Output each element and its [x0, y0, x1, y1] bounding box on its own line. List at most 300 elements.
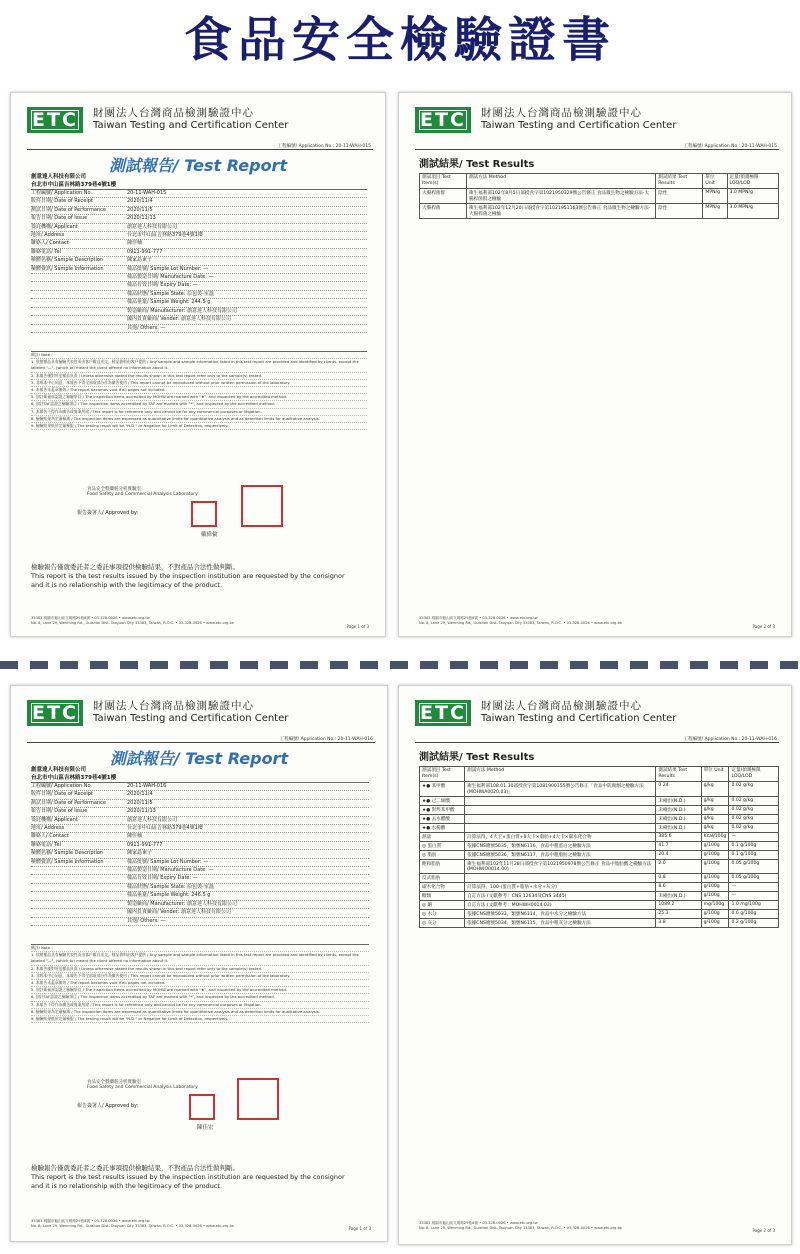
footer — [419, 1221, 775, 1231]
org-name-en: Taiwan Testing and Certification Center — [93, 120, 289, 131]
note-item: 2. 本報告僅對所送樣品負責 / Unless otherwise stated the results shown in this test report refer only to the sample(s) tested. — [31, 373, 367, 380]
info-label: 測試日期/ Date of Performance — [31, 799, 106, 806]
info-label: 檢體資訊/ Sample Information — [31, 265, 104, 272]
table-row — [420, 883, 779, 892]
footer — [31, 616, 369, 626]
cell-item: ★● 去水醋酸 — [420, 815, 465, 824]
info-value: 陳佳楠 — [127, 240, 143, 247]
cell-loq: — — [729, 892, 779, 901]
note-item: 1. 依照樣品具有檢驗代表性而由客戶親自送交，樣品資料由客戶提供 / Any sample and sample information listed in this test report are provided and identified by clients, except the labeled "—", (which to) meant the client offered no information about it. — [31, 952, 369, 965]
cell-loq: 0.02 g/kg — [729, 824, 779, 833]
divider — [27, 149, 373, 150]
test-report-1-page-2 — [398, 92, 792, 637]
info-value: 2020/11/13 — [127, 215, 156, 222]
org-name-zh: 財團法人台灣商品檢測驗證中心 — [481, 700, 642, 712]
cell-result: 未檢出(N.D.) — [656, 824, 701, 833]
info-row — [31, 198, 367, 206]
cell-unit: MPN/g — [703, 189, 727, 204]
table-row — [420, 782, 779, 797]
info-label: 報告日期/ Date of Issue — [31, 215, 88, 222]
note-label: 備註/ Note : — [31, 352, 367, 359]
table-row — [420, 860, 779, 874]
info-value: 台北市中山區吉林路379巷4號1樓 — [127, 232, 203, 239]
cell-result: 未檢出(N.D.) — [656, 892, 701, 901]
info-label — [31, 909, 127, 916]
cell-unit: g/100g — [701, 892, 729, 901]
page-title: 食品安全檢驗證書 — [183, 12, 616, 68]
cell-method: 衛生福利部102年12月20日部授食字第1021951163號公告修正 食品微生物之檢驗方法-大腸桿菌之檢驗 — [466, 204, 655, 219]
column-header: 測試結果 Test Results — [656, 174, 703, 189]
disclaimer-zh: 檢驗報告僅就委託者之委託事項提供檢驗結果，不對產品合法性做判斷。 — [31, 563, 239, 571]
cell-method: 依據CNS總號5035，類號N6116，食品中粗蛋白之檢驗方法 — [465, 842, 656, 851]
cell-result: 未檢出(N.D.) — [656, 806, 701, 815]
cell-method — [465, 806, 656, 815]
cell-loq: 0.1 g/100g — [729, 851, 779, 860]
lab-name-zh: 食品安全暨藥粧分析實驗室 — [87, 487, 141, 492]
note-item: 8. 檢驗結果為定量檢測 / The inspection items are expressed as quantitative limits for quantitative analysis and as detection limits for qualitative analysis. — [31, 1009, 369, 1016]
info-row — [31, 901, 369, 909]
test-report-1-page-1 — [10, 92, 386, 637]
application-number: 工程編號/ Application No.: 20-11-WAH-016 — [683, 737, 777, 742]
cell-loq: 0.6 g/100g — [729, 910, 779, 919]
info-value: 樣品製造日期/ Manufacture Date: — — [127, 867, 214, 874]
cell-unit: g/100g — [701, 883, 729, 892]
cell-loq: 0.05 g/100g — [729, 874, 779, 883]
cell-unit: MPN/g — [703, 204, 727, 219]
notes — [31, 944, 369, 1023]
table-row — [420, 842, 779, 851]
info-value: 樣品有效日期/ Expiry Date: — — [127, 282, 198, 289]
note-item: 4. 本報告未蓋章無效 / The report becomes void if all pages not included. — [31, 387, 367, 394]
info-label: 聯絡人/ Contact — [31, 833, 69, 840]
table-row — [420, 824, 779, 833]
cell-result: 陰性 — [656, 189, 703, 204]
red-seal-small — [191, 501, 217, 527]
org-name-zh: 財團法人台灣商品檢測驗證中心 — [93, 700, 254, 712]
note-item: 4. 本報告未蓋章無效 / The report becomes void if all pages not included. — [31, 980, 369, 987]
red-seal-small — [189, 1094, 215, 1120]
info-value: 2020/11/4 — [127, 198, 153, 205]
application-number: 工程編號/ Application No.: 20-11-WAH-015 — [277, 144, 371, 149]
company-block — [31, 173, 116, 189]
etc-logo: ETC — [415, 700, 471, 726]
cell-item: ★● 水楊酸 — [420, 824, 465, 833]
info-label: 檢體資訊/ Sample Information — [31, 858, 104, 865]
cell-unit: g/kg — [701, 782, 729, 797]
info-label: 委託機構/ Applicant — [31, 223, 78, 230]
info-row — [31, 316, 367, 324]
company-block — [31, 766, 116, 782]
cell-item: ◎ 脂肪 — [420, 851, 465, 860]
cell-item: ◎ 蛋白質 — [420, 842, 465, 851]
cell-loq: 0.2 g/100g — [729, 919, 779, 928]
info-value: 2020/11/4 — [127, 791, 153, 798]
cell-result: 25.3 — [656, 910, 701, 919]
disclaimer-en-1: This report is the test results issued by the inspection institution are requested by the consignor — [31, 572, 345, 580]
info-label: 工程編號/ Application No. — [31, 190, 93, 196]
org-name-zh: 財團法人台灣商品檢測驗證中心 — [481, 107, 642, 119]
cell-loq: 0.02 g/kg — [729, 806, 779, 815]
cell-method — [465, 815, 656, 824]
info-label — [31, 282, 127, 289]
cell-method: 自訂方法 (文獻參考：MOHWH0014.03) — [465, 901, 656, 910]
cell-method: 計算法得，4大卡×蛋白質+9大卡×脂肪+4大卡×碳水化合物 — [465, 833, 656, 842]
cell-method: 計算法得，100-(蛋白質+脂肪+水分+灰分) — [465, 883, 656, 892]
info-value: 創意達人科技有限公司 — [127, 223, 178, 230]
results-table — [419, 766, 779, 928]
info-value: 陳家島東子 — [127, 850, 153, 857]
cell-result: 未檢出(N.D.) — [656, 815, 701, 824]
info-value: 20-11-WAH-015 — [127, 190, 167, 196]
info-row — [31, 859, 369, 867]
application-number: 工程編號/ Application No.: 20-11-WAH-015 — [683, 144, 777, 149]
cell-result: 未檢出(N.D.) — [656, 797, 701, 806]
divider — [415, 742, 779, 743]
note-item: 8. 檢驗結果為定量檢測 / The inspection items are expressed as quantitative limits for quantitative analysis and as detection limits for qualitative analysis. — [31, 416, 367, 423]
org-name-zh: 財團法人台灣商品檢測驗證中心 — [93, 107, 254, 119]
cell-item: ★● 對羥苯甲酸 — [420, 806, 465, 815]
test-report-2-page-1 — [10, 685, 388, 1242]
report-header — [27, 105, 375, 139]
info-label — [31, 291, 127, 298]
results-table — [419, 173, 779, 219]
approved-by: 報告簽署人/ Approved by: — [77, 510, 139, 516]
cell-item: ◎ 鈉 — [420, 901, 465, 910]
note-item: 9. 檢驗結果低於定量極限 / The testing result will be "N.D." or Negative for Limit of Detection, respectively. — [31, 1016, 369, 1023]
column-header: 測試方法 Method — [466, 174, 655, 189]
info-label: 檢體名稱/ Sample Description — [31, 257, 104, 264]
info-value: 其他/ Others: — — [127, 324, 166, 331]
info-label — [31, 918, 127, 925]
cell-unit: g/100g — [701, 860, 729, 874]
cell-unit: mg/100g — [701, 901, 729, 910]
cell-item: ◎ 水分 — [420, 910, 465, 919]
note-item: 3. 非經本中心同意，本報告不得全部或部分作為廣告使用 / This report cannot be reproduced without prior written permission of the laboratory. — [31, 973, 369, 980]
info-value: 樣品狀態/ Sample State: 原包裝-室溫 — [127, 290, 214, 297]
table-row — [420, 851, 779, 860]
table-row — [420, 815, 779, 824]
info-value: 製造廠商/ Manufacturer: 創意達人科技有限公司 — [127, 900, 237, 907]
info-row — [31, 875, 369, 883]
info-row — [31, 808, 369, 816]
info-row — [31, 215, 367, 223]
info-row — [31, 308, 367, 316]
info-value: 製造廠商/ Manufacturer: 創意達人科技有限公司 — [127, 307, 237, 314]
note-item: 7. 本報告不得作為廣告或商業用途 / This report is for reference only and cannot be for any commercial purposes or litigation. — [31, 1002, 369, 1009]
info-row — [31, 224, 367, 232]
signer-name: 戴偉倫 — [201, 532, 218, 538]
note-item: 1. 依照樣品具有檢驗代表性而由客戶親自送交，樣品資料由客戶提供 / Any sample and sample information listed in this test report are provided and identified by clients, except the labeled "—", (which to) meant the client offered no information about it. — [31, 359, 367, 372]
report-info-table — [31, 189, 367, 333]
info-row — [31, 240, 367, 248]
table-row — [420, 874, 779, 883]
table-row — [420, 892, 779, 901]
info-row — [31, 892, 369, 900]
test-report-2-page-2 — [398, 685, 792, 1245]
column-header: 定量/偵測極限 LOQ/LOD — [729, 767, 779, 782]
footer-address-zh: 33383 桃園市龜山區文明路29巷8號 • 03-328-0026 • www.etc.org.tw — [419, 616, 538, 620]
column-header: 測試項目 Test Item(s) — [420, 767, 465, 782]
table-row — [420, 901, 779, 910]
cell-method: 衛生福利部108.01.30部授食字第1081900155號公告修正「食品中防腐劑之檢驗方法(MOHWA0020.03)」 — [465, 782, 656, 797]
info-label: 檢體名稱/ Sample Description — [31, 850, 104, 857]
info-label — [31, 299, 127, 306]
cell-loq: 1.0 mg/100g — [729, 901, 779, 910]
table-header-row — [420, 174, 779, 189]
etc-logo: ETC — [27, 107, 83, 133]
table-row — [420, 189, 779, 204]
info-row — [31, 299, 367, 307]
info-value: 樣品重量/ Sample Weight: 244.5 g — [127, 299, 211, 306]
footer-address-zh: 33383 桃園市龜山區文明路29巷8號 • 03-328-0026 • www.etc.org.tw — [31, 1219, 150, 1223]
info-row — [31, 867, 369, 875]
info-value: 0911-991-777 — [127, 841, 163, 848]
info-row — [31, 282, 367, 290]
info-label: 聯絡人/ Contact — [31, 240, 69, 247]
page-number: Page 1 of 3 — [346, 624, 369, 629]
info-value: 2020/11/5 — [127, 799, 153, 806]
cell-result: 41.7 — [656, 842, 701, 851]
signer-name: 陳佳宏 — [197, 1125, 214, 1131]
footer-address-en: No. 8, Lane 29, Wenming Rd., Guishan Dist. Taoyuan City 33383, Taiwan, R.O.C. • 03-328-0026 • www.etc.org.tw — [419, 1226, 622, 1230]
info-row — [31, 909, 369, 917]
footer — [31, 1219, 371, 1229]
info-label: 收件日期/ Date of Receipt — [31, 198, 93, 205]
cell-result: 8.6 — [656, 883, 701, 892]
info-label — [31, 325, 127, 332]
note-item: 2. 本報告僅對所送樣品負責 / Unless otherwise stated the results shown in this test report refer only to the sample(s) tested. — [31, 966, 369, 973]
info-value: 0911-991-777 — [127, 248, 163, 255]
disclaimer-en-2: and it is no relationship with the legitimacy of the product. — [31, 1182, 223, 1190]
column-header: 單位 Unit — [701, 767, 729, 782]
divider — [27, 742, 375, 743]
footer — [419, 616, 775, 626]
note-item: 5. 加註衛福部認證之檢驗項目 / The inspection items accredited by MOHW are marked with "★", and inspected by the accredited method. — [31, 987, 369, 994]
company-name: 創意達人科技有限公司 — [31, 767, 87, 773]
cell-result: 2.0 — [656, 860, 701, 874]
column-header: 測試結果 Test Results — [656, 767, 701, 782]
info-row — [31, 249, 367, 257]
org-name-en: Taiwan Testing and Certification Center — [481, 713, 677, 724]
divider — [415, 149, 779, 150]
info-label — [31, 316, 127, 323]
cell-unit: g/100g — [701, 910, 729, 919]
info-row — [31, 257, 367, 265]
note-item: 3. 非經本中心同意，本報告不得全部或部分作為廣告使用 / This report cannot be reproduced without prior written permission of the laboratory. — [31, 380, 367, 387]
table-row — [420, 204, 779, 219]
approved-by: 報告簽署人/ Approved by: — [77, 1103, 139, 1109]
cell-loq: 0.02 g/kg — [729, 797, 779, 806]
info-value: 其他/ Others: — — [127, 917, 166, 924]
info-label — [31, 308, 127, 315]
info-label — [31, 892, 127, 899]
cell-unit: Kcal/100g — [701, 833, 729, 842]
cell-unit: g/kg — [701, 824, 729, 833]
cell-loq: 0.02 g/kg — [729, 782, 779, 797]
info-value: 樣品重量/ Sample Weight: 246.5 g — [127, 892, 211, 899]
disclaimer-zh: 檢驗報告僅就委託者之委託事項提供檢驗結果，不對產品合法性做判斷。 — [31, 1164, 239, 1172]
info-row — [31, 817, 369, 825]
notes — [31, 351, 367, 430]
info-value: 樣品製造日期/ Manufacture Date: — — [127, 274, 214, 281]
footer-address-zh: 33383 桃園市龜山區文明路29巷8號 • 03-328-0026 • www.etc.org.tw — [31, 616, 150, 620]
info-row — [31, 325, 367, 333]
footer-address-zh: 33383 桃園市龜山區文明路29巷8號 • 03-328-0026 • www.etc.org.tw — [419, 1221, 538, 1225]
info-value: 2020/11/5 — [127, 206, 153, 213]
cell-method: 自訂方法 (文獻參考：CNS 12634及CNS 3445) — [465, 892, 656, 901]
info-value: 樣品狀態/ Sample State: 原包裝-室溫 — [127, 883, 214, 890]
application-number: 工程編號/ Application No.: 20-11-WAH-016 — [279, 737, 373, 742]
footer-address-en: No. 8, Lane 29, Wenming Rd., Guishan Dist. Taoyuan City 33383, Taiwan, R.O.C. • 03-328-0026 • www.etc.org.tw — [31, 1224, 234, 1228]
cell-item: ★● 己二烯酸 — [420, 797, 465, 806]
note-label: 備註/ Note : — [31, 945, 369, 952]
info-label — [31, 875, 127, 882]
info-row — [31, 842, 369, 850]
company-address: 台北市中山區吉林路379巷4號1樓 — [31, 182, 117, 188]
info-label: 聯絡電話/ Tel — [31, 248, 61, 255]
cell-result: 0.24 — [656, 782, 701, 797]
footer-address-en: No. 8, Lane 29, Wenming Rd., Guishan Dist. Taoyuan City 33383, Taiwan, R.O.C. • 03-328-0026 • www.etc.org.tw — [31, 621, 234, 625]
disclaimer — [31, 563, 369, 590]
disclaimer-en-2: and it is no relationship with the legitimacy of the product. — [31, 581, 223, 589]
info-label — [31, 274, 127, 281]
cell-unit: g/kg — [701, 806, 729, 815]
lab-name-en: Food Safety and Commercial Analysis Laboratory — [87, 492, 198, 497]
info-row — [31, 825, 369, 833]
cell-method: 衛生福利部102年8月5日部授食字第1021950329號公告修正 食品微生物之檢驗方法-大腸桿菌群之檢驗 — [466, 189, 655, 204]
lab-name-en: Food Safety and Commercial Analysis Laboratory — [87, 1085, 198, 1090]
info-label: 聯絡電話/ Tel — [31, 841, 61, 848]
cell-item: 大腸桿菌 — [420, 204, 467, 219]
report-title: 測試報告/ Test Report — [108, 156, 288, 175]
info-value: 樣品批號/ Sample Lot Number: — — [127, 858, 209, 865]
lab-name-zh: 食品安全暨藥粧分析實驗室 — [87, 1080, 141, 1085]
column-header: 定量/偵測極限 LOQ/LOD — [727, 174, 778, 189]
lab-name — [87, 486, 198, 497]
section-divider — [0, 661, 800, 669]
info-row — [31, 800, 369, 808]
cell-method: 依據CNS總號5033，類號N6114，食品中水分之檢驗方法 — [465, 910, 656, 919]
red-seal-large — [241, 485, 283, 527]
cell-loq: 3.0 MPN/g — [727, 204, 778, 219]
cell-item: ★● 苯甲酸 — [420, 782, 465, 797]
info-label — [31, 867, 127, 874]
info-row — [31, 791, 369, 799]
results-title: 測試結果/ Test Results — [419, 159, 535, 170]
lab-name — [87, 1079, 198, 1090]
cell-unit: g/100g — [701, 874, 729, 883]
cell-result: 385.6 — [656, 833, 701, 842]
cell-loq: — — [729, 883, 779, 892]
table-row — [420, 919, 779, 928]
etc-logo: ETC — [415, 107, 471, 133]
cell-method — [465, 824, 656, 833]
org-name-en: Taiwan Testing and Certification Center — [93, 713, 289, 724]
red-seal-large — [237, 1078, 279, 1120]
org-name-en: Taiwan Testing and Certification Center — [481, 120, 677, 131]
info-row — [31, 918, 369, 926]
info-label: 地址/ Address — [31, 232, 65, 239]
info-label: 委託機構/ Applicant — [31, 816, 78, 823]
cell-result: 陰性 — [656, 204, 703, 219]
report-header — [27, 698, 377, 732]
column-header: 單位 Unit — [703, 174, 727, 189]
column-header: 測試方法 Method — [465, 767, 656, 782]
company-address: 台北市中山區吉林路379巷4號1樓 — [31, 775, 117, 781]
info-row — [31, 274, 367, 282]
cell-result: 3.8 — [656, 919, 701, 928]
cell-method: 依據CNS總號5036，類號N6117，食品中粗脂肪之檢驗方法 — [465, 851, 656, 860]
cell-method — [465, 797, 656, 806]
note-item: 7. 本報告不得作為廣告或商業用途 / This report is for reference only and cannot be for any commercial purposes or litigation. — [31, 409, 367, 416]
note-item: 6. 加註TAF認證之檢驗項目 / The inspection items accredited by TAF are marked with "*", and inspected by the accredited method. — [31, 401, 367, 408]
cell-unit: g/100g — [701, 851, 729, 860]
cell-loq: 0.02 g/kg — [729, 815, 779, 824]
cell-loq: 3.0 MPN/g — [727, 189, 778, 204]
table-header-row — [420, 767, 779, 782]
cell-item: 熱量 — [420, 833, 465, 842]
info-row — [31, 232, 367, 240]
info-value: 2020/11/13 — [127, 808, 156, 815]
page-number: Page 2 of 3 — [752, 1228, 775, 1233]
cell-unit: g/kg — [701, 797, 729, 806]
info-value: 20-11-WAH-016 — [127, 783, 167, 789]
cell-item: 碳水化合物 — [420, 883, 465, 892]
note-item: 9. 檢驗結果低於定量極限 / The testing result will be "N.D." or Negative for Limit of Detection, respectively. — [31, 423, 367, 430]
cell-result: 20.4 — [656, 851, 701, 860]
page-number: Page 2 of 3 — [752, 624, 775, 629]
note-item: 5. 加註衛福部認證之檢驗項目 / The inspection items accredited by MOHW are marked with "★", and inspected by the accredited method. — [31, 394, 367, 401]
cell-method: 衛生福利部102年11月28日部授食字第1021950978號公告修正 食品中脂肪酸之檢驗方法(MOHWO0014.00) — [465, 860, 656, 874]
cell-loq: 0.1 g/100g — [729, 842, 779, 851]
info-value: 樣品批號/ Sample Lot Number: — — [127, 265, 209, 272]
info-label: 報告日期/ Date of Issue — [31, 808, 88, 815]
disclaimer-en-1: This report is the test results issued by the inspection institution are requested by the consignor — [31, 1173, 345, 1181]
report-info-table — [31, 782, 369, 926]
etc-logo: ETC — [27, 700, 83, 726]
info-label: 工程編號/ Application No. — [31, 783, 93, 789]
info-label: 地址/ Address — [31, 825, 65, 832]
cell-unit: g/100g — [701, 919, 729, 928]
info-row — [31, 833, 369, 841]
info-label: 測試日期/ Date of Performance — [31, 206, 106, 213]
company-name: 創意達人科技有限公司 — [31, 174, 87, 180]
cell-loq: 0.05 g/100g — [729, 860, 779, 874]
cell-item: 糖類 — [420, 892, 465, 901]
cell-unit: g/100g — [701, 842, 729, 851]
cell-item: 飽和脂肪 — [420, 860, 465, 874]
cell-unit: g/kg — [701, 815, 729, 824]
info-value: 國內負責廠商/ Vender: 創意達人科技有限公司 — [127, 909, 232, 916]
info-row — [31, 266, 367, 274]
info-value: 國內負責廠商/ Vender: 創意達人科技有限公司 — [127, 316, 232, 323]
info-label: 收件日期/ Date of Receipt — [31, 791, 93, 798]
column-header: 測試項目 Test Item(s) — [420, 174, 467, 189]
table-row — [420, 833, 779, 842]
cell-method: 依據CNS總號5034，類號N6115，食品中粗灰分之檢驗方法 — [465, 919, 656, 928]
results-title: 測試結果/ Test Results — [419, 752, 535, 763]
info-label — [31, 884, 127, 891]
info-row — [31, 207, 367, 215]
info-row — [31, 850, 369, 858]
info-value: 陳佳楠 — [127, 833, 143, 840]
note-item: 6. 加註TAF認證之檢驗項目 / The inspection items accredited by TAF are marked with "*", and inspected by the accredited method. — [31, 994, 369, 1001]
cell-item: ◎ 灰分 — [420, 919, 465, 928]
report-header — [415, 698, 781, 732]
table-row — [420, 797, 779, 806]
cell-item: 大腸桿菌群 — [420, 189, 467, 204]
footer-address-en: No. 8, Lane 29, Wenming Rd., Guishan Dist. Taoyuan City 33383, Taiwan, R.O.C. • 03-328-0026 • www.etc.org.tw — [419, 621, 622, 625]
